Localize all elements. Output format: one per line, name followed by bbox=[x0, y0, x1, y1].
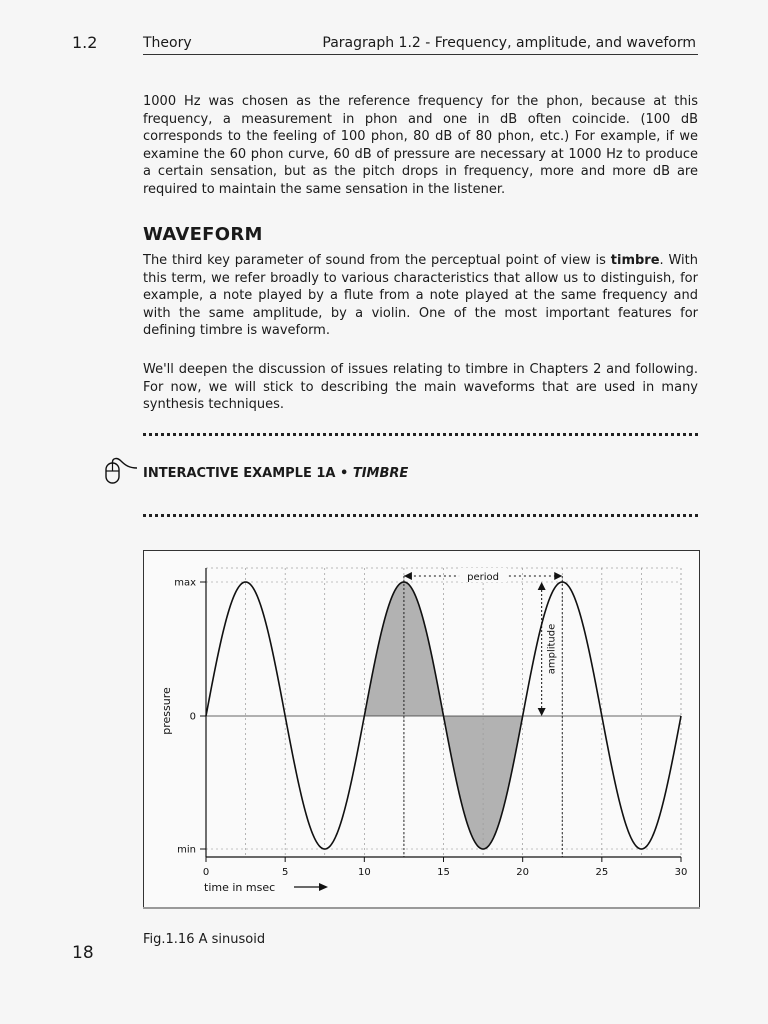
timbre-text-end: . With this term, we refer broadly to various characteristics that allow us to distinguish, for example, a note played by a flute from a note played at the same frequency and with the same amplitude, by a violin. One of the most important features for defining timbre is waveform. bbox=[143, 253, 699, 338]
paragraph-title: Paragraph 1.2 - Frequency, amplitude, and waveform bbox=[322, 35, 696, 51]
figure-shadow bbox=[143, 907, 700, 909]
x-tick-label: 15 bbox=[437, 867, 450, 878]
heading-waveform: WAVEFORM bbox=[143, 224, 263, 245]
sinusoid-figure bbox=[143, 550, 700, 908]
dotted-divider-top bbox=[143, 433, 698, 436]
y-axis-label: pressure bbox=[160, 687, 173, 735]
y-tick-label: min bbox=[177, 844, 196, 856]
x-tick-label: 20 bbox=[516, 867, 530, 878]
timbre-text-start: The third key parameter of sound from the perceptual point of view is bbox=[143, 253, 611, 268]
x-tick-label: 10 bbox=[357, 867, 371, 878]
period-label: period bbox=[467, 572, 500, 583]
period-arrow-right bbox=[554, 572, 562, 580]
amplitude-label: amplitude bbox=[546, 623, 558, 675]
amplitude-arrow-top bbox=[538, 582, 546, 590]
timbre-term: timbre bbox=[610, 253, 660, 268]
x-axis-label: time in msec bbox=[204, 881, 276, 894]
section-number: 1.2 bbox=[72, 33, 98, 52]
x-tick-label: 30 bbox=[674, 867, 688, 878]
paragraph-phon: 1000 Hz was chosen as the reference frequency for the phon, because at this frequency, a measurement in phon and one in dB often coincide. (100 dB corresponds to the feeling of 100 phon, 80 dB of 80 phon, etc.) For example, if we examine the 60 phon curve, 60 dB of pressure are necessary at 1000 Hz to produce a certain sensation, but as the pitch drops in frequency, more and more dB are required to maintain the same sensation in the listener. bbox=[143, 94, 698, 197]
amplitude-arrow-bottom bbox=[538, 708, 546, 716]
section-title: Theory bbox=[143, 35, 192, 51]
interactive-example-label: INTERACTIVE EXAMPLE 1A • bbox=[143, 466, 349, 481]
paragraph-timbre bbox=[143, 252, 698, 340]
figure-caption: Fig.1.16 A sinusoid bbox=[143, 932, 266, 947]
period-arrow-left bbox=[404, 572, 412, 580]
shaded-negative-half bbox=[444, 716, 523, 849]
y-tick-label: max bbox=[174, 577, 196, 589]
x-tick-label: 5 bbox=[281, 867, 289, 878]
x-tick-label: 0 bbox=[202, 867, 210, 878]
page-number: 18 bbox=[72, 943, 94, 963]
sinusoid-chart bbox=[144, 551, 699, 907]
x-tick-label: 25 bbox=[595, 867, 609, 878]
interactive-example-title[interactable] bbox=[143, 466, 408, 481]
mouse-icon bbox=[103, 456, 139, 492]
header-rule bbox=[143, 54, 698, 55]
y-tick-label: 0 bbox=[189, 711, 196, 723]
interactive-example-name: TIMBRE bbox=[352, 466, 409, 481]
dotted-divider-bottom bbox=[143, 514, 698, 517]
paragraph-synthesis: We'll deepen the discussion of issues relating to timbre in Chapters 2 and following. For now, we will stick to describing the main waveforms that are used in many synthesis techniques. bbox=[143, 362, 698, 412]
x-axis-arrowhead bbox=[319, 883, 328, 891]
